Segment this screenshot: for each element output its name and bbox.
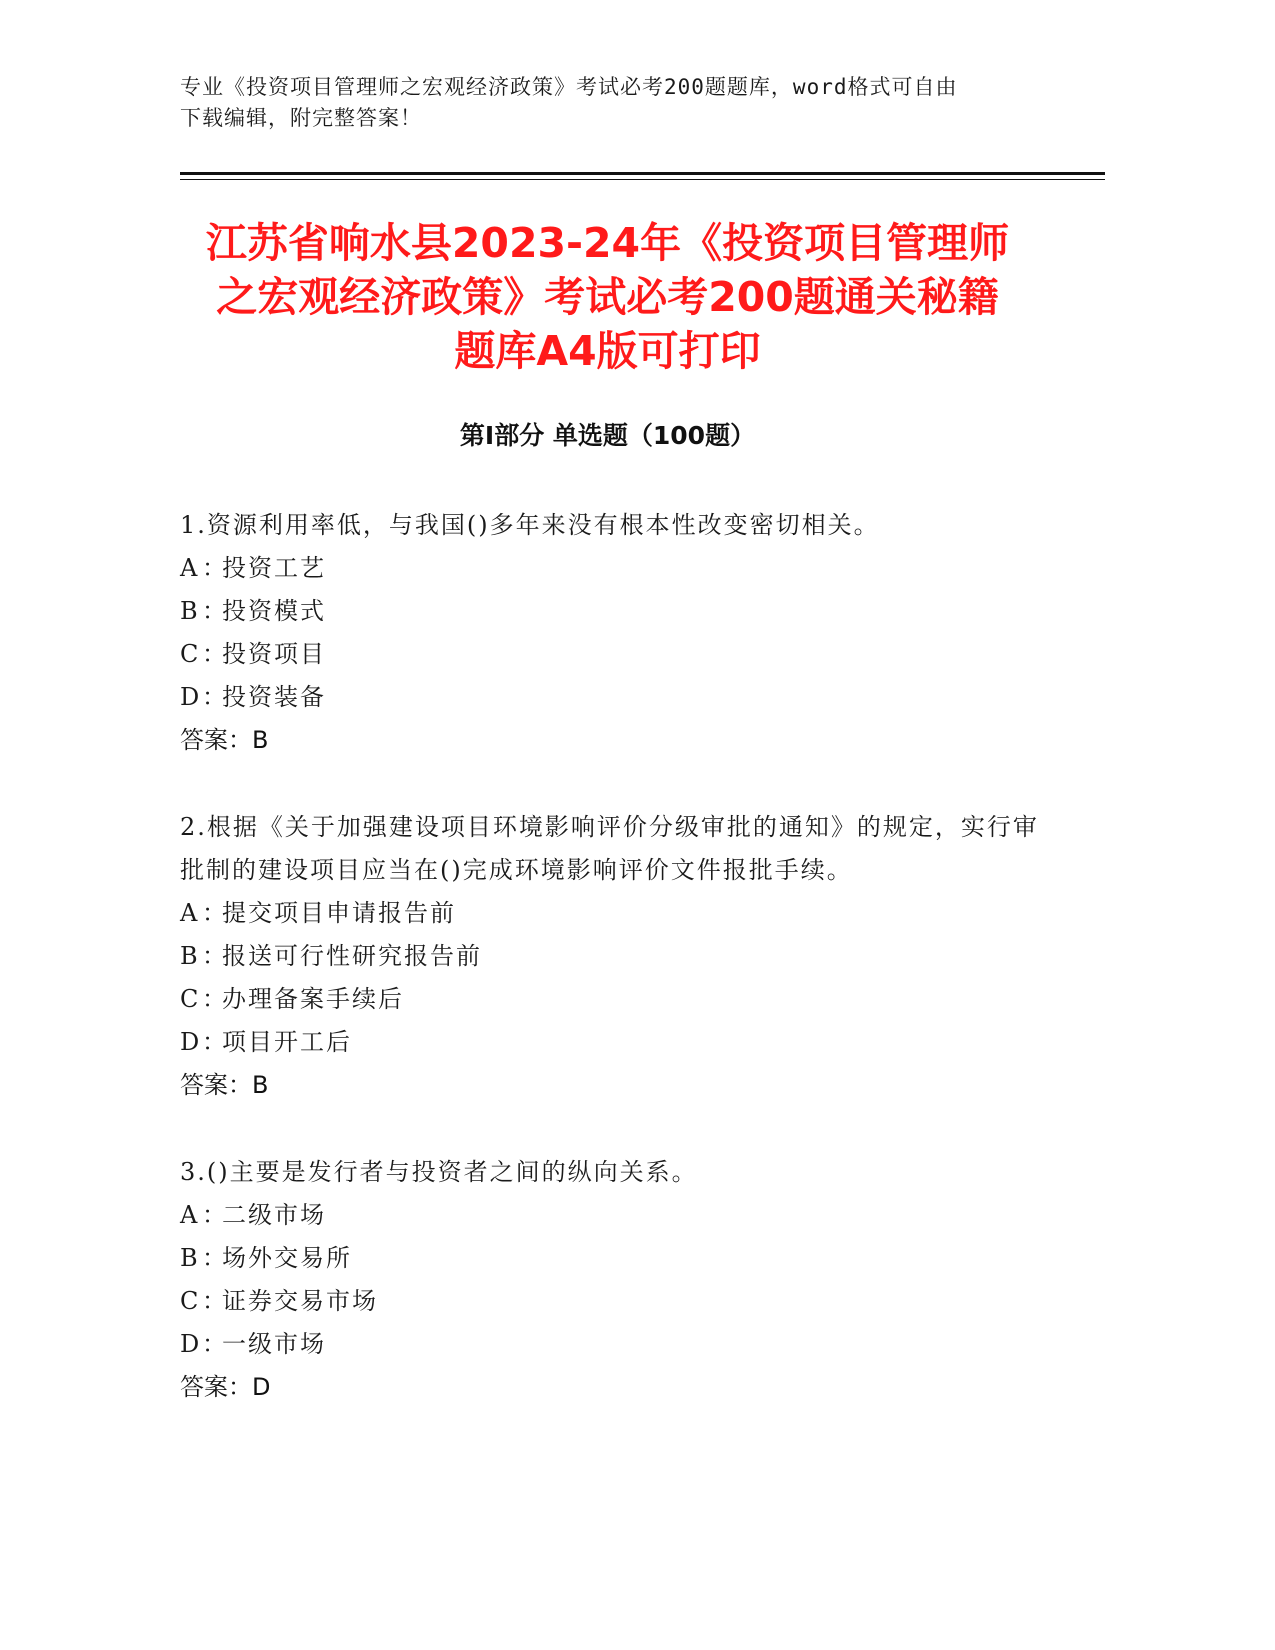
option-text: 一级市场 [222, 1330, 326, 1358]
question-2 [180, 806, 1060, 1107]
document-title-line-1: 江苏省响水县2023-24年《投资项目管理师 [205, 219, 1010, 267]
option-letter: C [180, 1287, 201, 1315]
option-text: 场外交易所 [222, 1244, 352, 1272]
document-title-line-3: 题库A4版可打印 [454, 327, 761, 375]
header-note-line-1: 专业《投资项目管理师之宏观经济政策》考试必考200题题库，word格式可自由 [180, 75, 958, 99]
option-text: 投资项目 [222, 640, 326, 668]
option-letter: C [180, 640, 201, 668]
option-c [180, 978, 1060, 1021]
question-stem: 3.()主要是发行者与投资者之间的纵向关系。 [180, 1158, 698, 1186]
option-a [180, 547, 1060, 590]
option-text: 二级市场 [222, 1201, 326, 1229]
option-separator: ： [202, 683, 228, 711]
document-title [150, 216, 1065, 378]
answer-line: 答案：D [180, 1373, 271, 1401]
option-text: 投资工艺 [222, 554, 326, 582]
option-text: 报送可行性研究报告前 [222, 942, 482, 970]
option-letter: B [180, 1244, 200, 1272]
option-text: 投资模式 [222, 597, 326, 625]
option-text: 提交项目申请报告前 [222, 899, 456, 927]
option-text: 项目开工后 [222, 1028, 352, 1056]
option-b [180, 935, 1060, 978]
option-text: 投资装备 [222, 683, 326, 711]
header-divider-thin [180, 179, 1105, 180]
question-3 [180, 1151, 1060, 1409]
option-separator: ： [202, 640, 228, 668]
option-letter: D [180, 1028, 202, 1056]
option-letter: D [180, 1330, 202, 1358]
header-note-line-2: 下载编辑，附完整答案！ [180, 106, 422, 130]
option-letter: A [180, 1201, 200, 1229]
answer-line: 答案：B [180, 726, 269, 754]
question-1 [180, 504, 1060, 762]
answer-line: 答案：B [180, 1071, 269, 1099]
option-text: 证券交易市场 [222, 1287, 378, 1315]
option-letter: B [180, 942, 200, 970]
option-separator: ： [202, 597, 228, 625]
option-separator: ： [202, 899, 228, 927]
option-letter: B [180, 597, 200, 625]
option-b [180, 1237, 1060, 1280]
option-c [180, 633, 1060, 676]
option-b [180, 590, 1060, 633]
option-letter: D [180, 683, 202, 711]
document-title-line-2: 之宏观经济政策》考试必考200题通关秘籍 [216, 273, 999, 321]
question-stem: 2.根据《关于加强建设项目环境影响评价分级审批的通知》的规定，实行审批制的建设项目应当在()完成环境影响评价文件报批手续。 [180, 813, 1039, 884]
option-d [180, 676, 1060, 719]
option-separator: ： [202, 1287, 228, 1315]
option-letter: A [180, 899, 200, 927]
option-separator: ： [202, 985, 228, 1013]
option-a [180, 892, 1060, 935]
option-separator: ： [202, 1330, 228, 1358]
option-letter: C [180, 985, 201, 1013]
option-d [180, 1021, 1060, 1064]
question-stem: 1.资源利用率低，与我国()多年来没有根本性改变密切相关。 [180, 511, 880, 539]
option-separator: ： [202, 1028, 228, 1056]
option-separator: ： [202, 554, 228, 582]
option-a [180, 1194, 1060, 1237]
question-list [180, 504, 1060, 1453]
option-separator: ： [202, 1201, 228, 1229]
option-c [180, 1280, 1060, 1323]
section-heading: 第Ⅰ部分 单选题（100题） [459, 421, 756, 450]
header-divider-thick [180, 172, 1105, 175]
option-text: 办理备案手续后 [222, 985, 404, 1013]
option-d [180, 1323, 1060, 1366]
option-letter: A [180, 554, 200, 582]
option-separator: ： [202, 1244, 228, 1272]
option-separator: ： [202, 942, 228, 970]
header-note [180, 72, 1060, 134]
